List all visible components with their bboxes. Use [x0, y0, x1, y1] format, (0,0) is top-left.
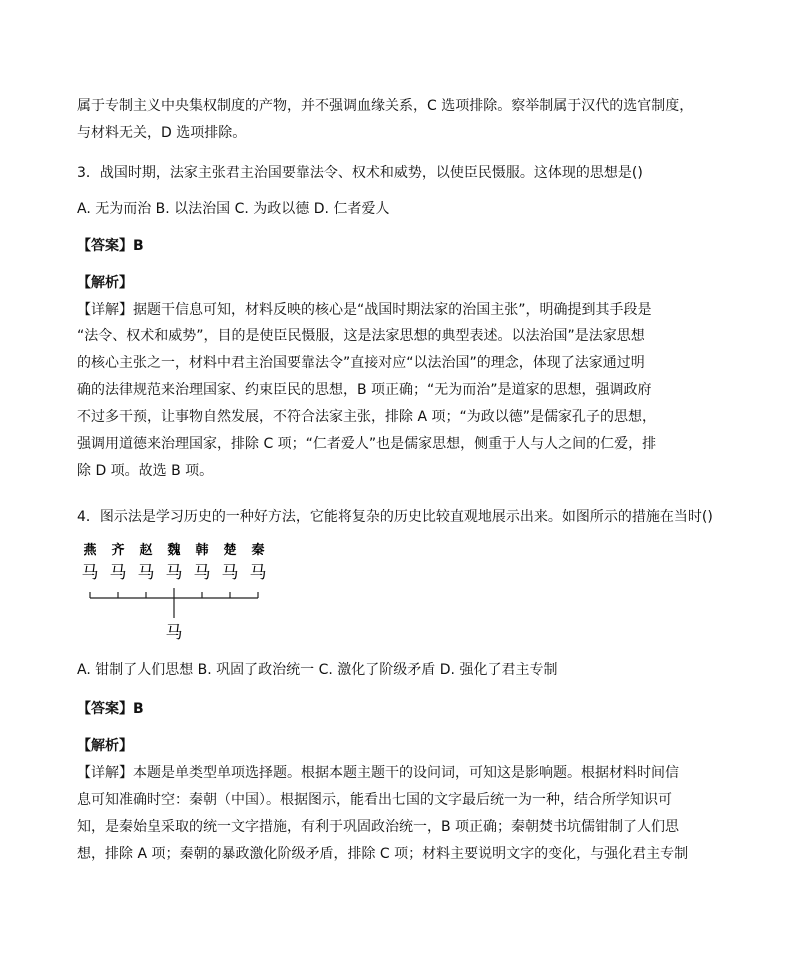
ancient-glyph-han: 马 [193, 563, 211, 583]
state-name-wei: 魏 [167, 543, 181, 558]
script-unification-diagram [78, 540, 278, 655]
q3-detail-line: “法令、权术和威势”，目的是使臣民慑服，这是法家思想的典型表述。以法治国”是法家思想 [77, 328, 645, 344]
ancient-glyph-zhao: 马 [137, 563, 155, 583]
state-name-chu: 楚 [223, 543, 237, 558]
ancient-glyph-qi: 马 [109, 563, 127, 583]
q3-detail-line: 不过多干预，让事物自然发展，不符合法家主张，排除 A 项；“为政以德”是儒家孔子的思想， [77, 409, 656, 425]
ancient-glyph-yan: 马 [81, 563, 99, 583]
q4-detail-line: 【详解】本题是单类型单项选择题。根据本题主题干的设问词，可知这是影响题。根据材料时间信 [77, 765, 679, 781]
q3-options: A. 无为而治 B. 以法治国 C. 为政以德 D. 仁者爱人 [77, 201, 390, 217]
q4-options: A. 钳制了人们思想 B. 巩固了政治统一 C. 激化了阶级矛盾 D. 强化了君主专制 [77, 662, 558, 678]
prev-analysis-line-1: 属于专制主义中央集权制度的产物，并不强调血缘关系，C 选项排除。察举制属于汉代的选官制度， [77, 98, 694, 114]
q4-analysis-label: 【解析】 [77, 738, 133, 754]
q3-detail-line: 强调用道德来治理国家，排除 C 项；“仁者爱人”也是儒家思想，侧重于人与人之间的仁爱，排 [77, 436, 657, 452]
unified-qin-glyph: 马 [165, 623, 183, 643]
q3-detail-line: 除 D 项。故选 B 项。 [77, 463, 214, 479]
q3-stem: 3．战国时期，法家主张君主治国要靠法令、权术和威势，以使臣民慑服。这体现的思想是() [77, 165, 643, 181]
q3-analysis-label: 【解析】 [77, 275, 133, 291]
q4-detail-line: 想，排除 A 项；秦朝的暴政激化阶级矛盾，排除 C 项；材料主要说明文字的变化，与强化君主专制 [77, 846, 689, 862]
q4-detail-line: 知，是秦始皇采取的统一文字措施，有利于巩固政治统一，B 项正确；秦朝焚书坑儒钳制了人们思 [77, 819, 680, 835]
state-name-qi: 齐 [111, 543, 125, 558]
state-name-yan: 燕 [83, 543, 97, 558]
ancient-glyph-wei: 马 [165, 563, 183, 583]
q3-detail-line: 确的法律规范来治理国家、约束臣民的思想，B 项正确；“无为而治”是道家的思想，强调政府 [77, 382, 652, 398]
prev-analysis-line-2: 与材料无关，D 选项排除。 [77, 125, 247, 141]
state-name-han: 韩 [195, 543, 209, 558]
state-name-zhao: 赵 [139, 543, 153, 558]
ancient-glyph-chu: 马 [221, 563, 239, 583]
bracket-lines [90, 588, 258, 618]
q3-detail-line: 的核心主张之一，材料中君主治国要靠法令”直接对应“以法治国”的理念，体现了法家通过明 [77, 355, 645, 371]
ancient-glyph-qin: 马 [249, 563, 267, 583]
q4-detail-line: 息可知准确时空：秦朝（中国）。根据图示，能看出七国的文字最后统一为一种，结合所学知识可 [77, 792, 672, 808]
q3-answer: 【答案】B [77, 238, 144, 254]
state-name-qin: 秦 [251, 543, 265, 558]
q4-stem: 4．图示法是学习历史的一种好方法，它能将复杂的历史比较直观地展示出来。如图所示的措施在当时() [77, 509, 713, 525]
q4-answer: 【答案】B [77, 701, 144, 717]
q3-detail-line: 【详解】据题干信息可知，材料反映的核心是“战国时期法家的治国主张”，明确提到其手段是 [77, 302, 652, 318]
